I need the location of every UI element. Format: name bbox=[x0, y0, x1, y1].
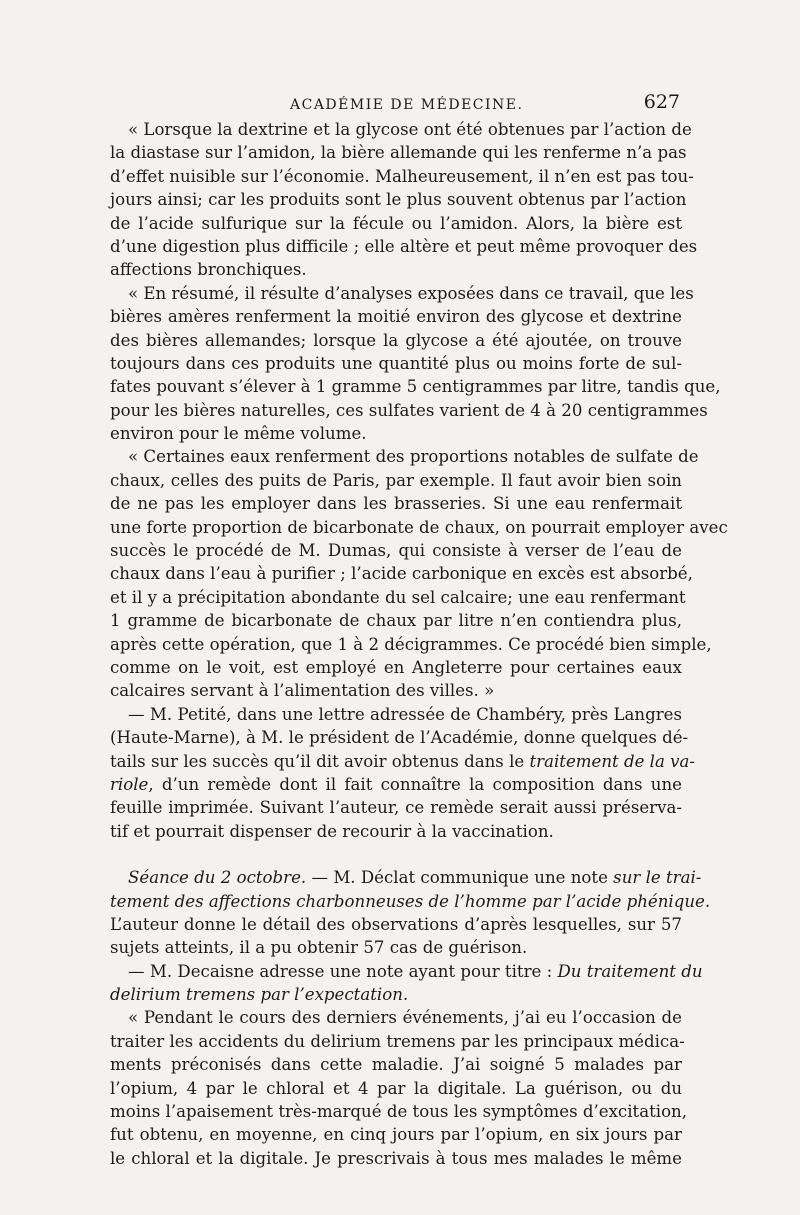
text-line bbox=[110, 750, 696, 773]
italic-title: tement des affections charbonneuses de l’homme par l’acide phénique. bbox=[110, 891, 711, 911]
text-line: (Haute-Marne), à M. le président de l’Académie, donne quelques dé- bbox=[110, 728, 689, 748]
text-line: bières amères renferment la moitié environ des glycose et dextrine bbox=[110, 307, 682, 327]
italic-title: Du traitement du bbox=[557, 961, 703, 981]
text-line: et il y a précipitation abondante du sel calcaire; une eau renfermant bbox=[110, 587, 686, 607]
italic-title: riole bbox=[110, 774, 149, 794]
text-run: , d’un remède dont il fait connaître la composition dans une bbox=[148, 774, 682, 794]
text-line: feuille imprimée. Suivant l’auteur, ce remède serait aussi préserva- bbox=[110, 798, 682, 818]
text-run: — M. Déclat communique une note bbox=[306, 868, 614, 888]
text-line: fates pouvant s’élever à 1 gramme 5 centigrammes par litre, tandis que, bbox=[110, 377, 721, 397]
running-head: ACADÉMIE DE MÉDECINE. bbox=[290, 97, 524, 113]
text-line bbox=[110, 773, 682, 796]
text-line: l’opium, 4 par le chloral et 4 par la digitale. La guérison, ou du bbox=[110, 1078, 682, 1098]
text-line: tif et pourrait dispenser de recourir à la vaccination. bbox=[110, 821, 554, 841]
page-header bbox=[110, 91, 680, 119]
text-line: succès le procédé de M. Dumas, qui consiste à verser de l’eau de bbox=[110, 541, 682, 561]
text-line bbox=[110, 866, 702, 889]
body-text bbox=[110, 118, 728, 1170]
text-line: « Pendant le cours des derniers événements, j’ai eu l’occasion de bbox=[128, 1008, 682, 1028]
text-run: tails sur les succès qu’il dit avoir obtenus dans le bbox=[110, 751, 530, 771]
text-line: sujets atteints, il a pu obtenir 57 cas de guérison. bbox=[110, 938, 528, 958]
italic-title: traitement de la va- bbox=[529, 751, 696, 771]
text-line: d’une digestion plus difficile ; elle altère et peut même provoquer des bbox=[110, 236, 698, 256]
text-line: 1 gramme de bicarbonate de chaux par litre n’en contiendra plus, bbox=[110, 611, 682, 631]
text-line: moins l’apaisement très-marqué de tous les symptômes d’excitation, bbox=[110, 1102, 688, 1122]
session-heading: Séance du 2 octobre. bbox=[128, 868, 307, 888]
text-line: — M. Petité, dans une lettre adressée de Chambéry, près Langres bbox=[128, 704, 682, 724]
text-line: calcaires servant à l’alimentation des villes. » bbox=[110, 681, 495, 701]
text-line: pour les bières naturelles, ces sulfates varient de 4 à 20 centigrammes bbox=[110, 400, 708, 420]
page-number: 627 bbox=[643, 91, 680, 113]
text-line: d’effet nuisible sur l’économie. Malheureusement, il n’en est pas tou- bbox=[110, 166, 694, 186]
italic-title: delirium tremens par l’expectation. bbox=[110, 985, 409, 1005]
text-line: jours ainsi; car les produits sont le plus souvent obtenus par l’action bbox=[110, 190, 687, 210]
text-line: toujours dans ces produits une quantité plus ou moins forte de sul- bbox=[110, 353, 682, 373]
text-line bbox=[110, 983, 682, 1006]
text-line: affections bronchiques. bbox=[110, 260, 307, 280]
text-line: après cette opération, que 1 à 2 décigrammes. Ce procédé bien simple, bbox=[110, 634, 712, 654]
text-line bbox=[110, 960, 703, 983]
text-line: des bières allemandes; lorsque la glycose a été ajoutée, on trouve bbox=[110, 330, 682, 350]
text-line: une forte proportion de bicarbonate de chaux, on pourrait employer avec bbox=[110, 517, 728, 537]
text-line: environ pour le même volume. bbox=[110, 424, 367, 444]
text-line: le chloral et la digitale. Je prescrivais à tous mes malades le même bbox=[110, 1148, 682, 1168]
text-line: L’auteur donne le détail des observations d’après lesquelles, sur 57 bbox=[110, 914, 682, 934]
text-line: chaux, celles des puits de Paris, par exemple. Il faut avoir bien soin bbox=[110, 470, 682, 490]
text-line: ments préconisés dans cette maladie. J’ai soigné 5 malades par bbox=[110, 1055, 682, 1075]
text-line: chaux dans l’eau à purifier ; l’acide carbonique en excès est absorbé, bbox=[110, 564, 693, 584]
text-line: de l’acide sulfurique sur la fécule ou l’amidon. Alors, la bière est bbox=[110, 213, 682, 233]
text-line: la diastase sur l’amidon, la bière allemande qui les renferme n’a pas bbox=[110, 143, 687, 163]
text-line: comme on le voit, est employé en Angleterre pour certaines eaux bbox=[110, 657, 682, 677]
text-line: de ne pas les employer dans les brasseries. Si une eau renfermait bbox=[110, 494, 682, 514]
text-run: — M. Decaisne adresse une note ayant pour titre : bbox=[128, 961, 558, 981]
text-line: « En résumé, il résulte d’analyses exposées dans ce travail, que les bbox=[128, 283, 694, 303]
text-line: fut obtenu, en moyenne, en cinq jours par l’opium, en six jours par bbox=[110, 1125, 682, 1145]
text-line: « Lorsque la dextrine et la glycose ont été obtenues par l’action de bbox=[128, 120, 692, 139]
text-line bbox=[110, 890, 711, 913]
text-line: traiter les accidents du delirium tremens par les principaux médica- bbox=[110, 1031, 685, 1051]
italic-title: sur le trai- bbox=[613, 868, 702, 888]
text-line: « Certaines eaux renferment des proportions notables de sulfate de bbox=[128, 447, 699, 467]
